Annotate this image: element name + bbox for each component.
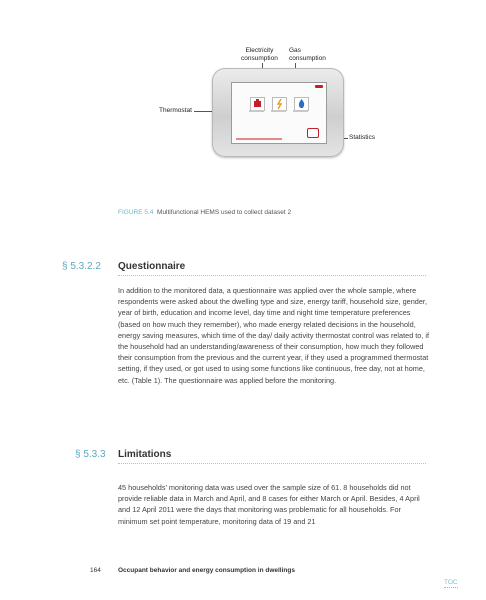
gas-flame-icon [295, 98, 308, 110]
page-number: 164 [90, 567, 101, 574]
gas-tile-caption [293, 110, 308, 112]
thermostat-tile [250, 97, 265, 111]
questionnaire-section-title: Questionnaire [118, 261, 186, 272]
gas-label-line2: consumption [289, 55, 326, 62]
electricity-icon [273, 98, 286, 110]
limitations-divider [118, 463, 426, 464]
gas-label [289, 47, 326, 63]
electricity-tile-caption [271, 110, 286, 112]
running-title: Occupant behavior and energy consumption in dwellings [118, 567, 295, 574]
gas-tile [294, 97, 309, 111]
electricity-tile [272, 97, 287, 111]
questionnaire-body [118, 285, 430, 386]
thermostat-label: Thermostat [159, 107, 192, 114]
brand-logo [315, 85, 323, 88]
electricity-label [241, 47, 278, 63]
questionnaire-paragraph: In addition to the monitored data, a questionnaire was applied over the whole sample, where respondents were asked about the dwelling type and size, energy tariff, household size, gender, year of birth, education and income level, day time and night time temperature preferences (based on how much they remember), who made energy related decisions in the household, energy saving measures, which time of the day/ daily activity thermostat control was related to, if the household had an understanding/awareness of their consumption, how much they followed their consumption from the previous and the current year, if they used a programmed thermostat setting, if they used, or got used to using some functions like continuous, free day, not at home, etc. (Table 1). The questionnaire was applied before the monitoring. [118, 286, 430, 385]
limitations-section-number: § 5.3.3 [75, 449, 106, 460]
figure-caption [118, 209, 291, 216]
figure-caption-number: FIGURE 5.4 [118, 209, 154, 216]
statistics-icon [307, 128, 319, 138]
hems-device [212, 68, 344, 157]
hems-screen [231, 82, 327, 144]
electricity-label-line1: Electricity [245, 47, 274, 54]
questionnaire-section-number: § 5.3.2.2 [62, 261, 101, 272]
gas-label-line1: Gas [289, 47, 301, 54]
thermostat-icon [251, 98, 264, 110]
limitations-section-title: Limitations [118, 449, 172, 460]
limitations-paragraph: 45 households’ monitoring data was used over the sample size of 61. 8 households did not provide reliable data in March and April, and 8 cases for either March or April. Besides, 4 April and 12 April 2011 were the days that monitoring was problematic for all households. For minimum set point temperature, monitoring data of 19 and 21 [118, 483, 420, 526]
thermostat-tile-caption [249, 110, 264, 112]
toc-link[interactable]: TOC [444, 579, 458, 586]
statistics-label: Statistics [349, 134, 376, 141]
figure-caption-text: Multifunctional HEMS used to collect dataset 2 [157, 209, 292, 216]
electricity-label-line2: consumption [241, 55, 278, 62]
limitations-body [118, 482, 430, 527]
questionnaire-divider [118, 275, 426, 276]
screen-status-line [236, 138, 282, 140]
